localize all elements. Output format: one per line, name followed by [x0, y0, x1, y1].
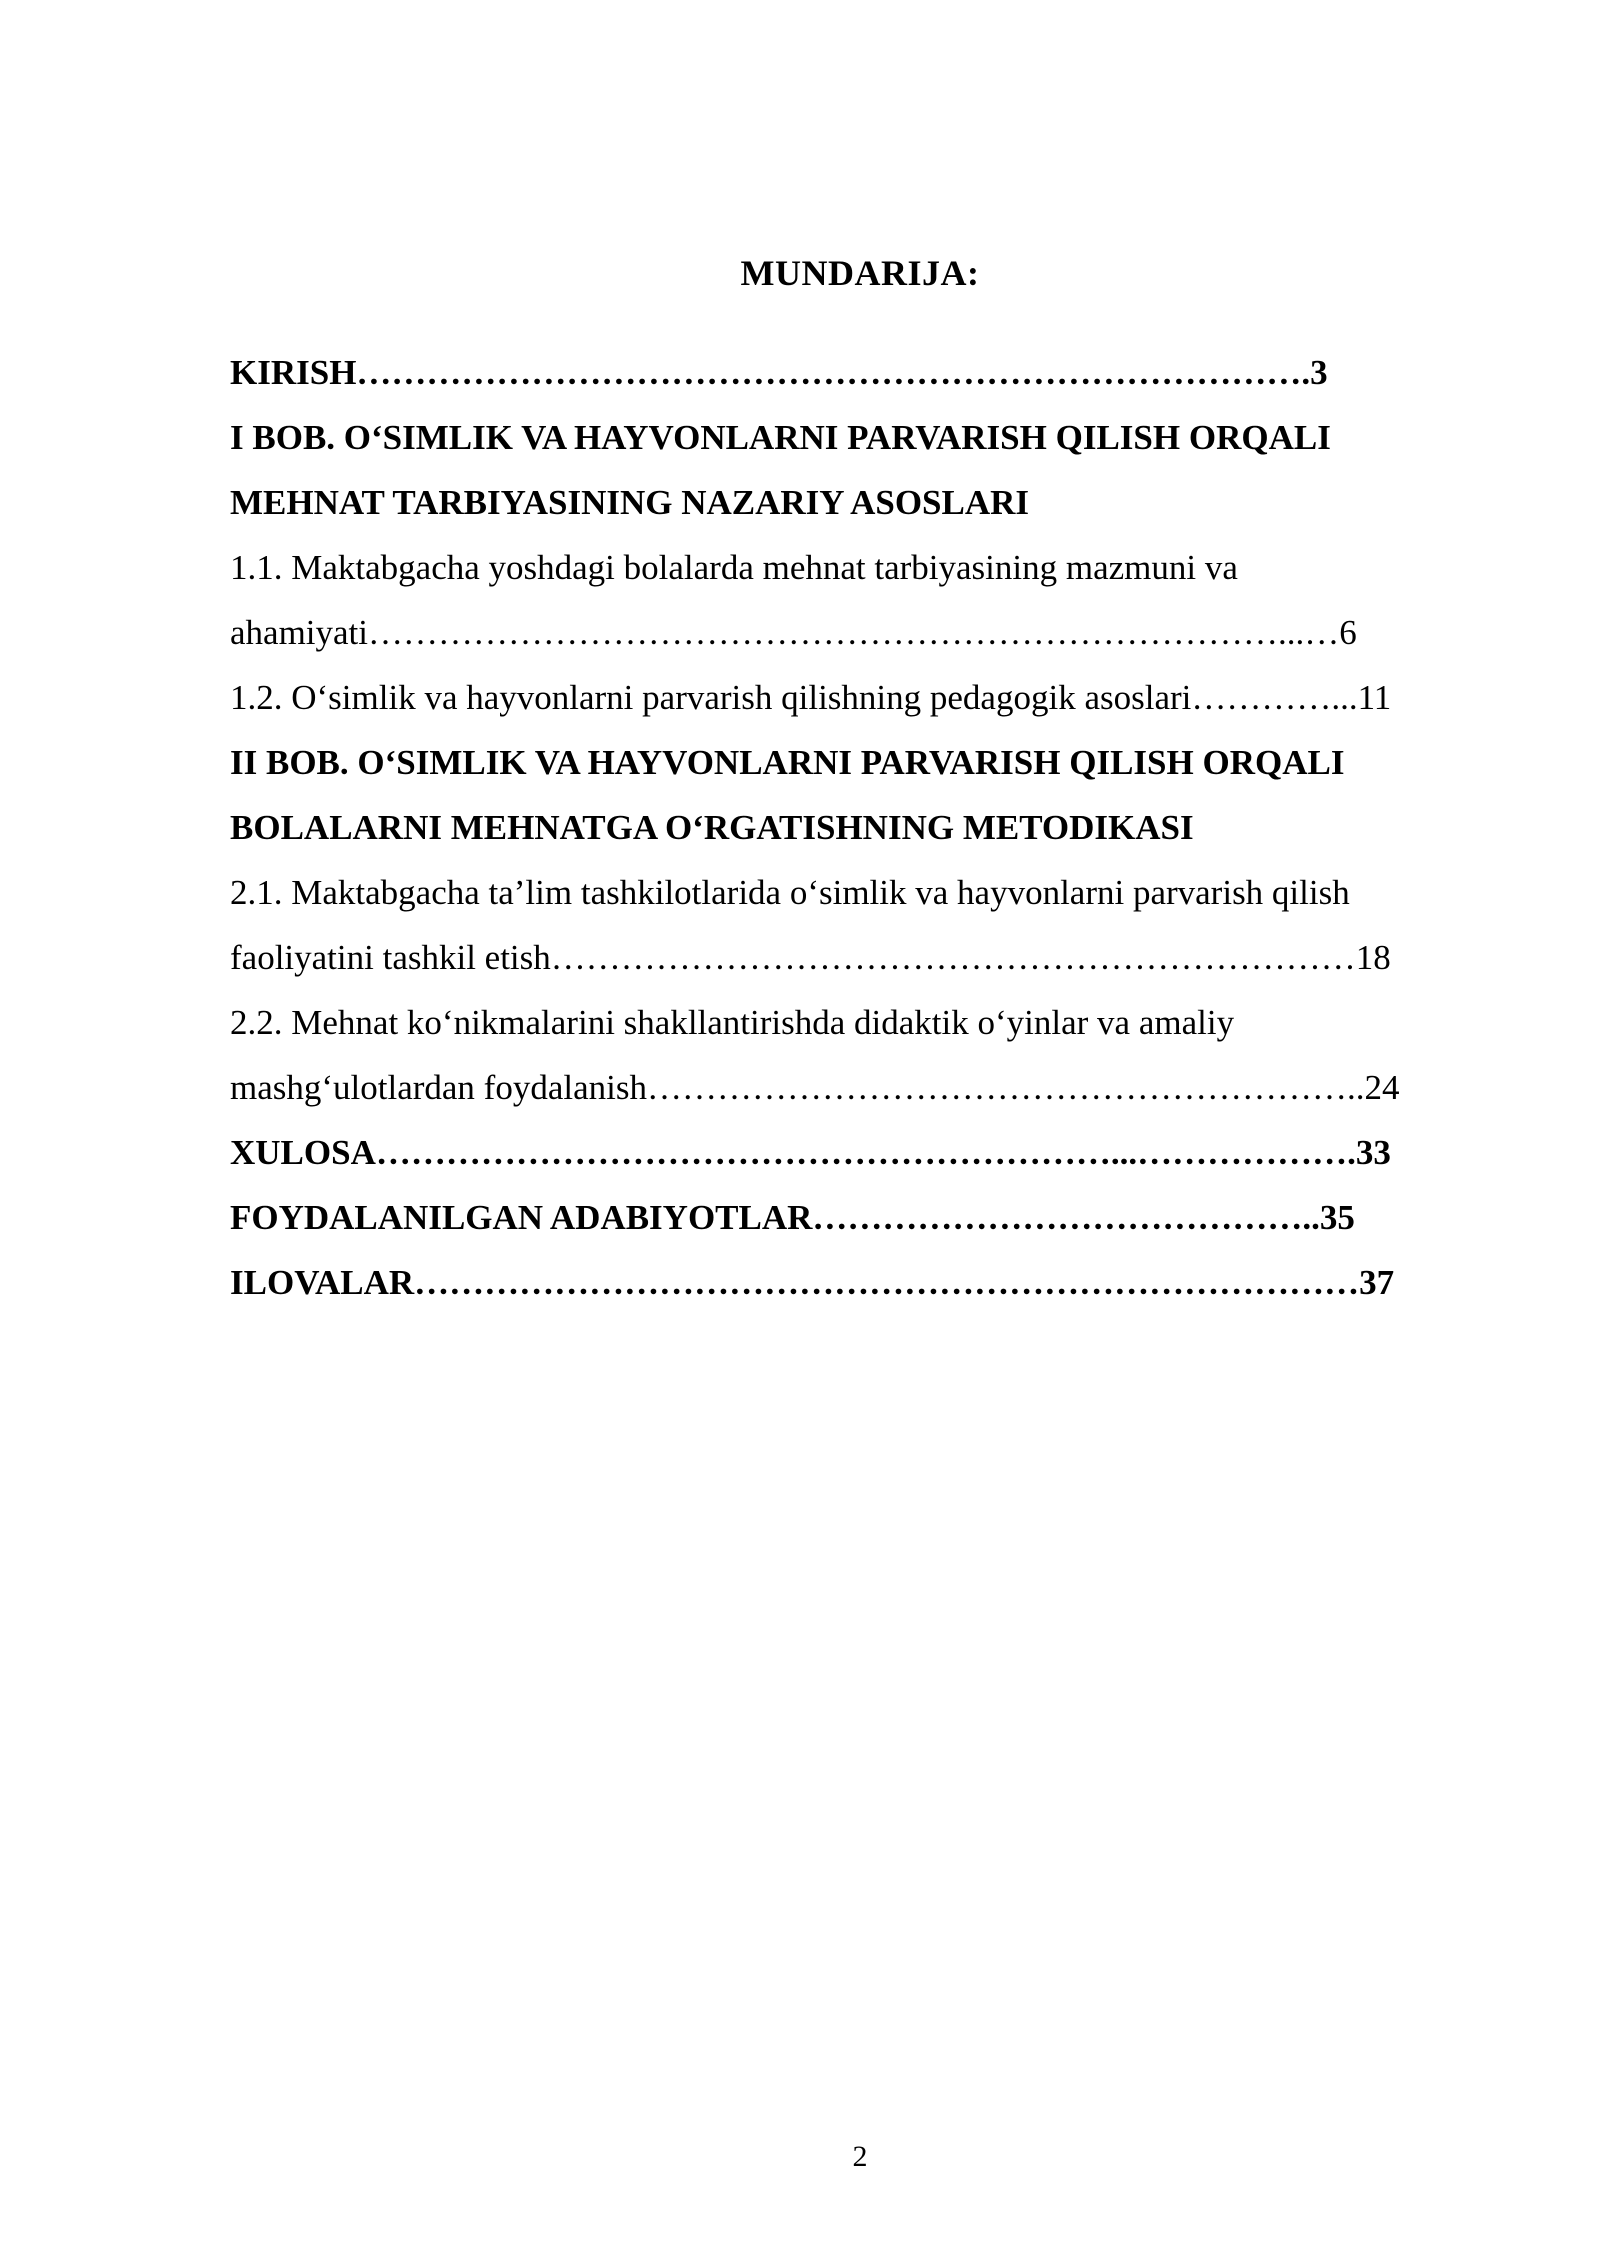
toc-line-section-1-2: 1.2. O‘simlik va hayvonlarni parvarish qilishning pedagogik asoslari…………...11	[230, 678, 1392, 717]
toc-line-ilovalar: ILOVALAR………………………………………………………………………37	[230, 1263, 1395, 1302]
toc-title: MUNDARIJA:	[740, 253, 980, 293]
table-of-contents	[230, 340, 1495, 1315]
toc-line-section-1-1-part-2: ahamiyati……………………………………………………………………...…6	[230, 613, 1357, 652]
toc-line-foydalanilgan-adabiyotlar: FOYDALANILGAN ADABIYOTLAR……………………………………..35	[230, 1198, 1355, 1237]
toc-line-chapter-2-title-part-1: II BOB. O‘SIMLIK VA HAYVONLARNI PARVARISH QILISH ORQALI	[230, 743, 1345, 782]
page-number: 2	[852, 2140, 868, 2173]
toc-line-section-2-1-part-1: 2.1. Maktabgacha ta’lim tashkilotlarida o‘simlik va hayvonlarni parvarish qilish	[230, 873, 1350, 912]
toc-line-section-1-1-part-1: 1.1. Maktabgacha yoshdagi bolalarda mehnat tarbiyasining mazmuni va	[230, 548, 1238, 587]
toc-line-kirish: KIRISH……………………………………………………………………….3	[230, 353, 1328, 392]
toc-line-xulosa: XULOSA………………………………………………………...……………….33	[230, 1133, 1391, 1172]
toc-line-chapter-1-title-part-1: I BOB. O‘SIMLIK VA HAYVONLARNI PARVARISH QILISH ORQALI	[230, 418, 1331, 457]
toc-line-chapter-2-title-part-2: BOLALARNI MEHNATGA O‘RGATISHNING METODIKASI	[230, 808, 1194, 847]
toc-line-section-2-2-part-2: mashg‘ulotlardan foydalanish……………………………………………………..24	[230, 1068, 1400, 1107]
toc-line-chapter-1-title-part-2: MEHNAT TARBIYASINING NAZARIY ASOSLARI	[230, 483, 1030, 522]
toc-line-section-2-1-part-2: faoliyatini tashkil etish……………………………………………………………18	[230, 938, 1391, 977]
toc-line-section-2-2-part-1: 2.2. Mehnat ko‘nikmalarini shakllantirishda didaktik o‘yinlar va amaliy	[230, 1003, 1235, 1042]
